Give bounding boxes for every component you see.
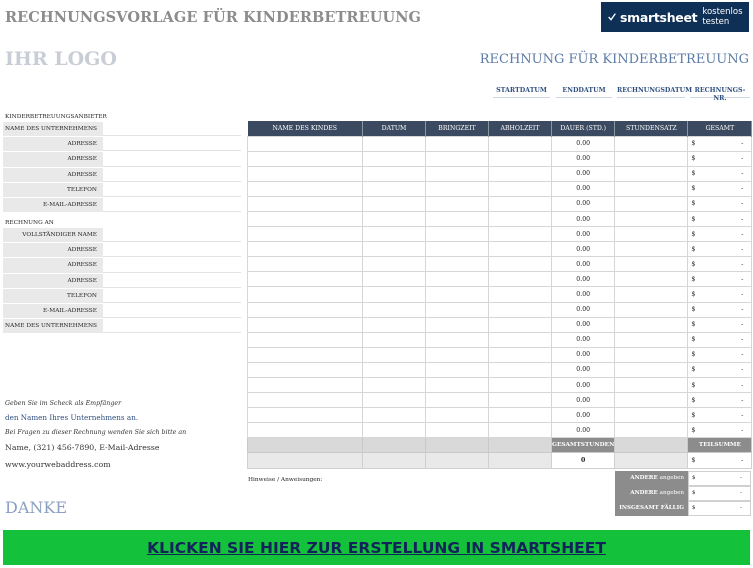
- cell-duration[interactable]: 0.00: [552, 317, 615, 332]
- cell-duration[interactable]: 0.00: [552, 242, 615, 257]
- cell-rate[interactable]: [615, 408, 688, 423]
- invoice-number-header: RECHNUNGS-NR.: [690, 87, 750, 98]
- cell-child[interactable]: [248, 227, 363, 242]
- cell-total: $ -: [688, 393, 752, 408]
- brand-cta[interactable]: kostenlos testen: [702, 7, 743, 27]
- cell-total: $ -: [688, 287, 752, 302]
- table-row: [248, 302, 752, 317]
- cell-child[interactable]: [248, 378, 363, 393]
- bill_to-field-label: ADRESSE: [3, 274, 103, 288]
- cell-date[interactable]: [363, 317, 426, 332]
- bill_to-field-label: ADRESSE: [3, 258, 103, 272]
- cell-date[interactable]: [363, 287, 426, 302]
- cell-date[interactable]: [363, 242, 426, 257]
- table-row: [248, 181, 752, 196]
- cell-dropoff[interactable]: [426, 272, 489, 287]
- cell-total: $ -: [688, 151, 752, 166]
- cell-pickup[interactable]: [489, 242, 552, 257]
- cell-rate[interactable]: [615, 362, 688, 377]
- extra-value-2[interactable]: $ -: [688, 486, 751, 501]
- cell-dropoff[interactable]: [426, 151, 489, 166]
- cell-duration[interactable]: 0.00: [552, 211, 615, 226]
- provider-field-label: E-MAIL-ADRESSE: [3, 198, 103, 212]
- cell-total: $ -: [688, 196, 752, 211]
- cell-pickup[interactable]: [489, 408, 552, 423]
- col-date: DATUM: [363, 121, 426, 136]
- cell-rate[interactable]: [615, 136, 688, 151]
- provider-field-value[interactable]: [103, 168, 241, 182]
- col-pickup: ABHOLZEIT: [489, 121, 552, 136]
- cell-rate[interactable]: [615, 227, 688, 242]
- col-dropoff: BRINGZEIT: [426, 121, 489, 136]
- cell-total: $ -: [688, 408, 752, 423]
- table-row: [248, 211, 752, 226]
- cell-dropoff[interactable]: [426, 227, 489, 242]
- bill-to-heading: RECHNUNG AN: [5, 220, 54, 226]
- cell-date[interactable]: [363, 423, 426, 438]
- cell-duration[interactable]: 0.00: [552, 272, 615, 287]
- bill_to-field-label: VOLLSTÄNDIGER NAME: [3, 228, 103, 242]
- provider-field-label: NAME DES UNTERNEHMENS: [3, 122, 103, 136]
- cell-dropoff[interactable]: [426, 211, 489, 226]
- cell-date[interactable]: [363, 136, 426, 151]
- cell-dropoff[interactable]: [426, 196, 489, 211]
- provider-field-label: ADRESSE: [3, 168, 103, 182]
- cell-date[interactable]: [363, 151, 426, 166]
- cell-date[interactable]: [363, 378, 426, 393]
- table-row: [248, 362, 752, 377]
- cell-rate[interactable]: [615, 242, 688, 257]
- total-hours-label: GESAMTSTUNDEN: [552, 438, 615, 453]
- cell-child[interactable]: [248, 272, 363, 287]
- provider-field-label: ADRESSE: [3, 152, 103, 166]
- brand-name: smartsheet: [620, 9, 698, 25]
- bill_to-field-value[interactable]: [103, 289, 241, 303]
- provider-field-label: TELEFON: [3, 183, 103, 197]
- contact-line: Name, (321) 456-7890, E-Mail-Adresse: [5, 443, 160, 452]
- bill_to-field-value[interactable]: [103, 228, 241, 242]
- cell-rate[interactable]: [615, 272, 688, 287]
- page-title: RECHNUNGSVORLAGE FÜR KINDERBETREUUNG: [5, 9, 422, 26]
- cell-child[interactable]: [248, 423, 363, 438]
- subtotal-label: TEILSUMME: [688, 438, 752, 453]
- cell-duration[interactable]: 0.00: [552, 287, 615, 302]
- cell-total: $ -: [688, 332, 752, 347]
- cell-total: $ -: [688, 211, 752, 226]
- cell-rate[interactable]: [615, 257, 688, 272]
- cell-pickup[interactable]: [489, 393, 552, 408]
- invoice-date-header: RECHNUNGSDATUM: [617, 87, 685, 98]
- cell-date[interactable]: [363, 196, 426, 211]
- smartsheet-banner[interactable]: [601, 2, 749, 32]
- cell-duration[interactable]: 0.00: [552, 347, 615, 362]
- cell-total: $ -: [688, 181, 752, 196]
- bill_to-field-label: ADRESSE: [3, 243, 103, 257]
- total-due-row: INSGESAMT FÄLLIG $ -: [615, 501, 751, 516]
- web-address[interactable]: www.yourwebaddress.com: [5, 460, 111, 469]
- invoice-title: RECHNUNG FÜR KINDERBETREUUNG: [479, 52, 749, 67]
- payment-note-1: Geben Sie im Scheck als Empfänger: [5, 400, 122, 407]
- cell-total: $ -: [688, 257, 752, 272]
- table-row: [248, 196, 752, 211]
- bill_to-field-label: NAME DES UNTERNEHMENS: [3, 319, 103, 333]
- table-row: [248, 378, 752, 393]
- cell-child[interactable]: [248, 347, 363, 362]
- provider-field-value[interactable]: [103, 152, 241, 166]
- cell-dropoff[interactable]: [426, 136, 489, 151]
- totals-value-row: [248, 453, 752, 468]
- logo-placeholder: IHR LOGO: [5, 48, 117, 70]
- cell-rate[interactable]: [615, 347, 688, 362]
- provider-field-value[interactable]: [103, 183, 241, 197]
- cell-duration[interactable]: 0.00: [552, 227, 615, 242]
- table-row: [248, 423, 752, 438]
- extra-row-2: ANDERE angeben $ -: [615, 486, 751, 501]
- cell-rate[interactable]: [615, 332, 688, 347]
- cell-total: $ -: [688, 317, 752, 332]
- cell-dropoff[interactable]: [426, 332, 489, 347]
- cell-duration[interactable]: 0.00: [552, 302, 615, 317]
- cell-date[interactable]: [363, 302, 426, 317]
- cell-dropoff[interactable]: [426, 423, 489, 438]
- cell-duration[interactable]: 0.00: [552, 196, 615, 211]
- table-row: [248, 287, 752, 302]
- cell-duration[interactable]: 0.00: [552, 423, 615, 438]
- cell-dropoff[interactable]: [426, 302, 489, 317]
- bill_to-field-value[interactable]: [103, 319, 241, 333]
- cell-date[interactable]: [363, 166, 426, 181]
- bill_to-field-label: TELEFON: [3, 289, 103, 303]
- thanks-text: DANKE: [5, 498, 68, 517]
- cell-date[interactable]: [363, 211, 426, 226]
- cell-total: $ -: [688, 166, 752, 181]
- cell-child[interactable]: [248, 302, 363, 317]
- col-total: GESAMT: [688, 121, 752, 136]
- cell-duration[interactable]: 0.00: [552, 166, 615, 181]
- cell-child[interactable]: [248, 408, 363, 423]
- cell-date[interactable]: [363, 362, 426, 377]
- totals-label-row: [248, 438, 752, 453]
- cell-child[interactable]: [248, 181, 363, 196]
- cell-rate[interactable]: [615, 393, 688, 408]
- cell-child[interactable]: [248, 317, 363, 332]
- table-row: [248, 242, 752, 257]
- cell-pickup[interactable]: [489, 181, 552, 196]
- cell-pickup[interactable]: [489, 151, 552, 166]
- cell-pickup[interactable]: [489, 378, 552, 393]
- cell-dropoff[interactable]: [426, 166, 489, 181]
- provider-field-row: [3, 168, 241, 183]
- cell-date[interactable]: [363, 181, 426, 196]
- cell-date[interactable]: [363, 257, 426, 272]
- table-row: [248, 408, 752, 423]
- provider-field-row: [3, 183, 241, 198]
- cell-pickup[interactable]: [489, 317, 552, 332]
- cell-pickup[interactable]: [489, 347, 552, 362]
- cell-child[interactable]: [248, 287, 363, 302]
- provider-heading: KINDERBETREUUNGSANBIETER: [5, 114, 107, 120]
- cell-total: $ -: [688, 347, 752, 362]
- provider-field-value[interactable]: [103, 198, 241, 212]
- table-row: [248, 151, 752, 166]
- bill_to-field-row: [3, 274, 241, 289]
- cell-duration[interactable]: 0.00: [552, 136, 615, 151]
- cell-rate[interactable]: [615, 196, 688, 211]
- bill_to-field-value[interactable]: [103, 274, 241, 288]
- cell-pickup[interactable]: [489, 362, 552, 377]
- cell-date[interactable]: [363, 393, 426, 408]
- cell-total: $ -: [688, 302, 752, 317]
- bill_to-field-label: E-MAIL-ADRESSE: [3, 304, 103, 318]
- cell-total: $ -: [688, 242, 752, 257]
- cell-child[interactable]: [248, 257, 363, 272]
- cell-duration[interactable]: 0.00: [552, 378, 615, 393]
- create-in-smartsheet-banner[interactable]: [3, 530, 750, 565]
- provider-box: [3, 122, 241, 213]
- start-date-header: STARTDATUM: [493, 87, 550, 98]
- subtotal-value: $ -: [688, 453, 752, 468]
- cell-rate[interactable]: [615, 423, 688, 438]
- provider-field-label: ADRESSE: [3, 137, 103, 151]
- cell-rate[interactable]: [615, 302, 688, 317]
- provider-field-row: [3, 152, 241, 167]
- cell-pickup[interactable]: [489, 196, 552, 211]
- cell-child[interactable]: [248, 362, 363, 377]
- col-duration: DAUER (STD.): [552, 121, 615, 136]
- cell-pickup[interactable]: [489, 211, 552, 226]
- cell-child[interactable]: [248, 332, 363, 347]
- cell-rate[interactable]: [615, 378, 688, 393]
- cell-total: $ -: [688, 362, 752, 377]
- cell-rate[interactable]: [615, 181, 688, 196]
- cell-pickup[interactable]: [489, 332, 552, 347]
- end-date-header: ENDDATUM: [556, 87, 612, 98]
- cell-pickup[interactable]: [489, 423, 552, 438]
- cell-total: $ -: [688, 272, 752, 287]
- cell-dropoff[interactable]: [426, 242, 489, 257]
- payment-note-2: den Namen Ihres Unternehmens an.: [5, 413, 139, 422]
- cell-rate[interactable]: [615, 211, 688, 226]
- extra-value-1[interactable]: $ -: [688, 471, 751, 486]
- table-row: [248, 332, 752, 347]
- cell-dropoff[interactable]: [426, 378, 489, 393]
- bill_to-field-row: [3, 258, 241, 273]
- cell-dropoff[interactable]: [426, 181, 489, 196]
- table-header-row: [248, 121, 752, 136]
- cell-duration[interactable]: 0.00: [552, 362, 615, 377]
- cell-rate[interactable]: [615, 166, 688, 181]
- table-row: [248, 272, 752, 287]
- cell-date[interactable]: [363, 332, 426, 347]
- cell-pickup[interactable]: [489, 136, 552, 151]
- invoice-table: [247, 121, 752, 469]
- col-child-name: NAME DES KINDES: [248, 121, 363, 136]
- cell-duration[interactable]: 0.00: [552, 408, 615, 423]
- bill_to-field-value[interactable]: [103, 304, 241, 318]
- cell-pickup[interactable]: [489, 272, 552, 287]
- cell-rate[interactable]: [615, 317, 688, 332]
- cell-dropoff[interactable]: [426, 408, 489, 423]
- table-row: [248, 257, 752, 272]
- cell-child[interactable]: [248, 196, 363, 211]
- cell-duration[interactable]: 0.00: [552, 257, 615, 272]
- col-rate: STUNDENSATZ: [615, 121, 688, 136]
- cell-child[interactable]: [248, 242, 363, 257]
- cell-dropoff[interactable]: [426, 362, 489, 377]
- cell-duration[interactable]: 0.00: [552, 151, 615, 166]
- cell-dropoff[interactable]: [426, 257, 489, 272]
- cell-dropoff[interactable]: [426, 287, 489, 302]
- bill_to-field-row: [3, 289, 241, 304]
- notes-label: Hinweise / Anweisungen:: [248, 477, 323, 483]
- cell-child[interactable]: [248, 166, 363, 181]
- bill_to-field-row: [3, 228, 241, 243]
- cell-total: $ -: [688, 227, 752, 242]
- table-row: [248, 166, 752, 181]
- cell-child[interactable]: [248, 136, 363, 151]
- cell-rate[interactable]: [615, 151, 688, 166]
- cell-duration[interactable]: 0.00: [552, 332, 615, 347]
- cell-date[interactable]: [363, 272, 426, 287]
- extra-row-1: ANDERE angeben $ -: [615, 471, 751, 486]
- bill_to-field-row: [3, 304, 241, 319]
- cell-duration[interactable]: 0.00: [552, 393, 615, 408]
- table-row: [248, 136, 752, 151]
- bill_to-field-value[interactable]: [103, 258, 241, 272]
- cell-pickup[interactable]: [489, 257, 552, 272]
- payment-note-3: Bei Fragen zu dieser Rechnung wenden Sie sich bitte an: [5, 429, 187, 436]
- cell-date[interactable]: [363, 347, 426, 362]
- cell-date[interactable]: [363, 408, 426, 423]
- table-row: [248, 227, 752, 242]
- cell-total: $ -: [688, 136, 752, 151]
- cell-pickup[interactable]: [489, 302, 552, 317]
- cell-duration[interactable]: 0.00: [552, 181, 615, 196]
- provider-field-row: [3, 122, 241, 137]
- table-row: [248, 347, 752, 362]
- cell-dropoff[interactable]: [426, 317, 489, 332]
- cell-pickup[interactable]: [489, 166, 552, 181]
- bill-to-box: [3, 228, 241, 334]
- smartsheet-check-icon: [608, 11, 616, 23]
- bill_to-field-row: [3, 319, 241, 334]
- total-hours-value: 0: [552, 453, 615, 468]
- provider-field-row: [3, 137, 241, 152]
- provider-field-value[interactable]: [103, 137, 241, 151]
- cell-total: $ -: [688, 378, 752, 393]
- cell-pickup[interactable]: [489, 227, 552, 242]
- cell-total: $ -: [688, 423, 752, 438]
- table-row: [248, 317, 752, 332]
- cell-child[interactable]: [248, 151, 363, 166]
- total-due-value[interactable]: $ -: [688, 501, 751, 516]
- cell-pickup[interactable]: [489, 287, 552, 302]
- provider-field-value[interactable]: [103, 122, 241, 136]
- cell-dropoff[interactable]: [426, 393, 489, 408]
- cell-date[interactable]: [363, 227, 426, 242]
- table-row: [248, 393, 752, 408]
- cell-child[interactable]: [248, 393, 363, 408]
- bill_to-field-row: [3, 243, 241, 258]
- bill_to-field-value[interactable]: [103, 243, 241, 257]
- create-in-smartsheet-link[interactable]: KLICKEN SIE HIER ZUR ERSTELLUNG IN SMARTSHEET: [147, 538, 606, 557]
- provider-field-row: [3, 198, 241, 213]
- cell-rate[interactable]: [615, 287, 688, 302]
- cell-dropoff[interactable]: [426, 347, 489, 362]
- cell-child[interactable]: [248, 211, 363, 226]
